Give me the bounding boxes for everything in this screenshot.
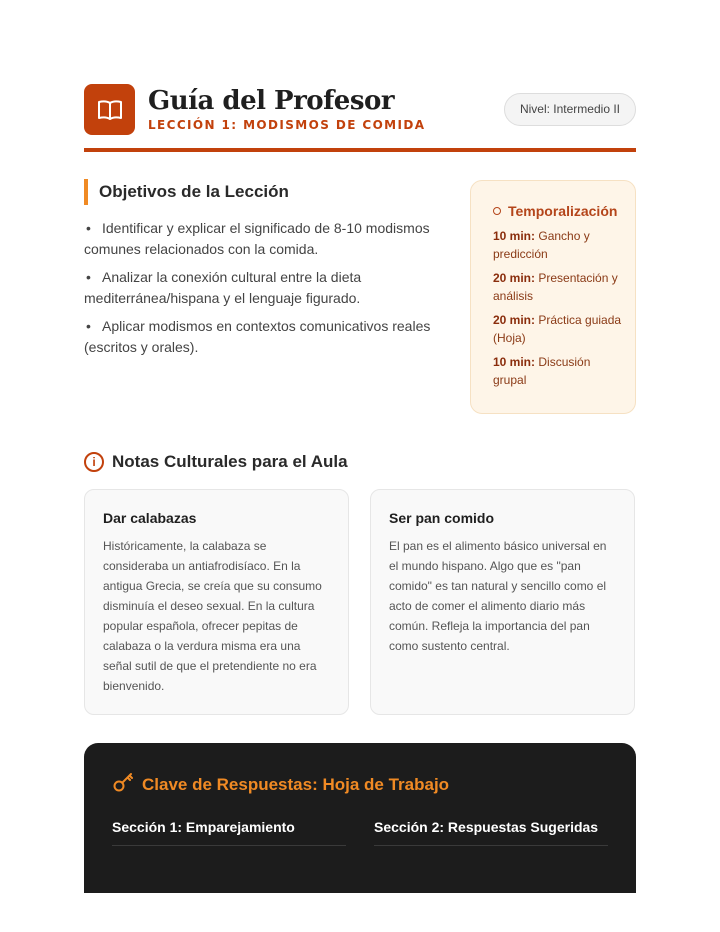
- culture-card: [370, 489, 635, 715]
- card-title: Dar calabazas: [103, 510, 197, 526]
- objective-item: • Identificar y explicar el significado de 8-10 modismos comunes relacionados con la comida.: [84, 220, 430, 257]
- section-2-heading: Sección 2: Respuestas Sugeridas: [374, 819, 608, 846]
- card-body: El pan es el alimento básico universal en el mundo hispano. Algo que es "pan comido" es tan natural y sencillo como el acto de comer el alimento diario más común. Refleja la importancia del pan como sustento central.: [389, 539, 607, 653]
- info-icon: i: [84, 452, 104, 472]
- teacher-guide-page: [84, 0, 636, 932]
- level-badge: Nivel: Intermedio II: [504, 93, 636, 126]
- timing-item: 20 min: Presentación y análisis: [493, 271, 618, 303]
- objectives-list: [84, 218, 448, 365]
- card-title: Ser pan comido: [389, 510, 495, 526]
- clock-icon: [493, 207, 501, 215]
- objective-item: • Analizar la conexión cultural entre la dieta mediterránea/hispana y el lenguaje figurado.: [84, 269, 362, 306]
- timing-panel: [470, 180, 636, 414]
- answer-key-panel: [84, 743, 636, 893]
- header-divider: [84, 148, 636, 152]
- section-1-heading: Sección 1: Emparejamiento: [112, 819, 346, 846]
- notes-heading: [84, 450, 348, 474]
- timing-item: 10 min: Gancho y predicción: [493, 229, 590, 261]
- timing-item: 10 min: Discusión grupal: [493, 355, 591, 387]
- objectives-heading: Objetivos de la Lección: [84, 179, 289, 205]
- culture-card: [84, 489, 349, 715]
- book-open-icon: [84, 84, 135, 135]
- answer-key-title: Clave de Respuestas: Hoja de Trabajo: [142, 774, 450, 794]
- timing-title: Temporalización: [508, 203, 618, 219]
- header: [84, 84, 636, 136]
- key-icon: [112, 771, 134, 798]
- page-title: Guía del Profesor: [148, 86, 395, 116]
- card-body: Históricamente, la calabaza se consideraba un antiafrodisíaco. En la antigua Grecia, se creía que su consumo disminuía el deseo sexual. En la cultura popular española, ofrecer pepitas de calabaza o la verdura misma era una señal sutil de que el pretendiente no era bienvenido.: [103, 539, 322, 693]
- objective-item: • Aplicar modismos en contextos comunicativos reales (escritos y orales).: [84, 318, 431, 355]
- timing-item: 20 min: Práctica guiada (Hoja): [493, 313, 622, 345]
- lesson-subtitle: LECCIÓN 1: MODISMOS DE COMIDA: [148, 118, 426, 132]
- notes-title: Notas Culturales para el Aula: [112, 452, 348, 471]
